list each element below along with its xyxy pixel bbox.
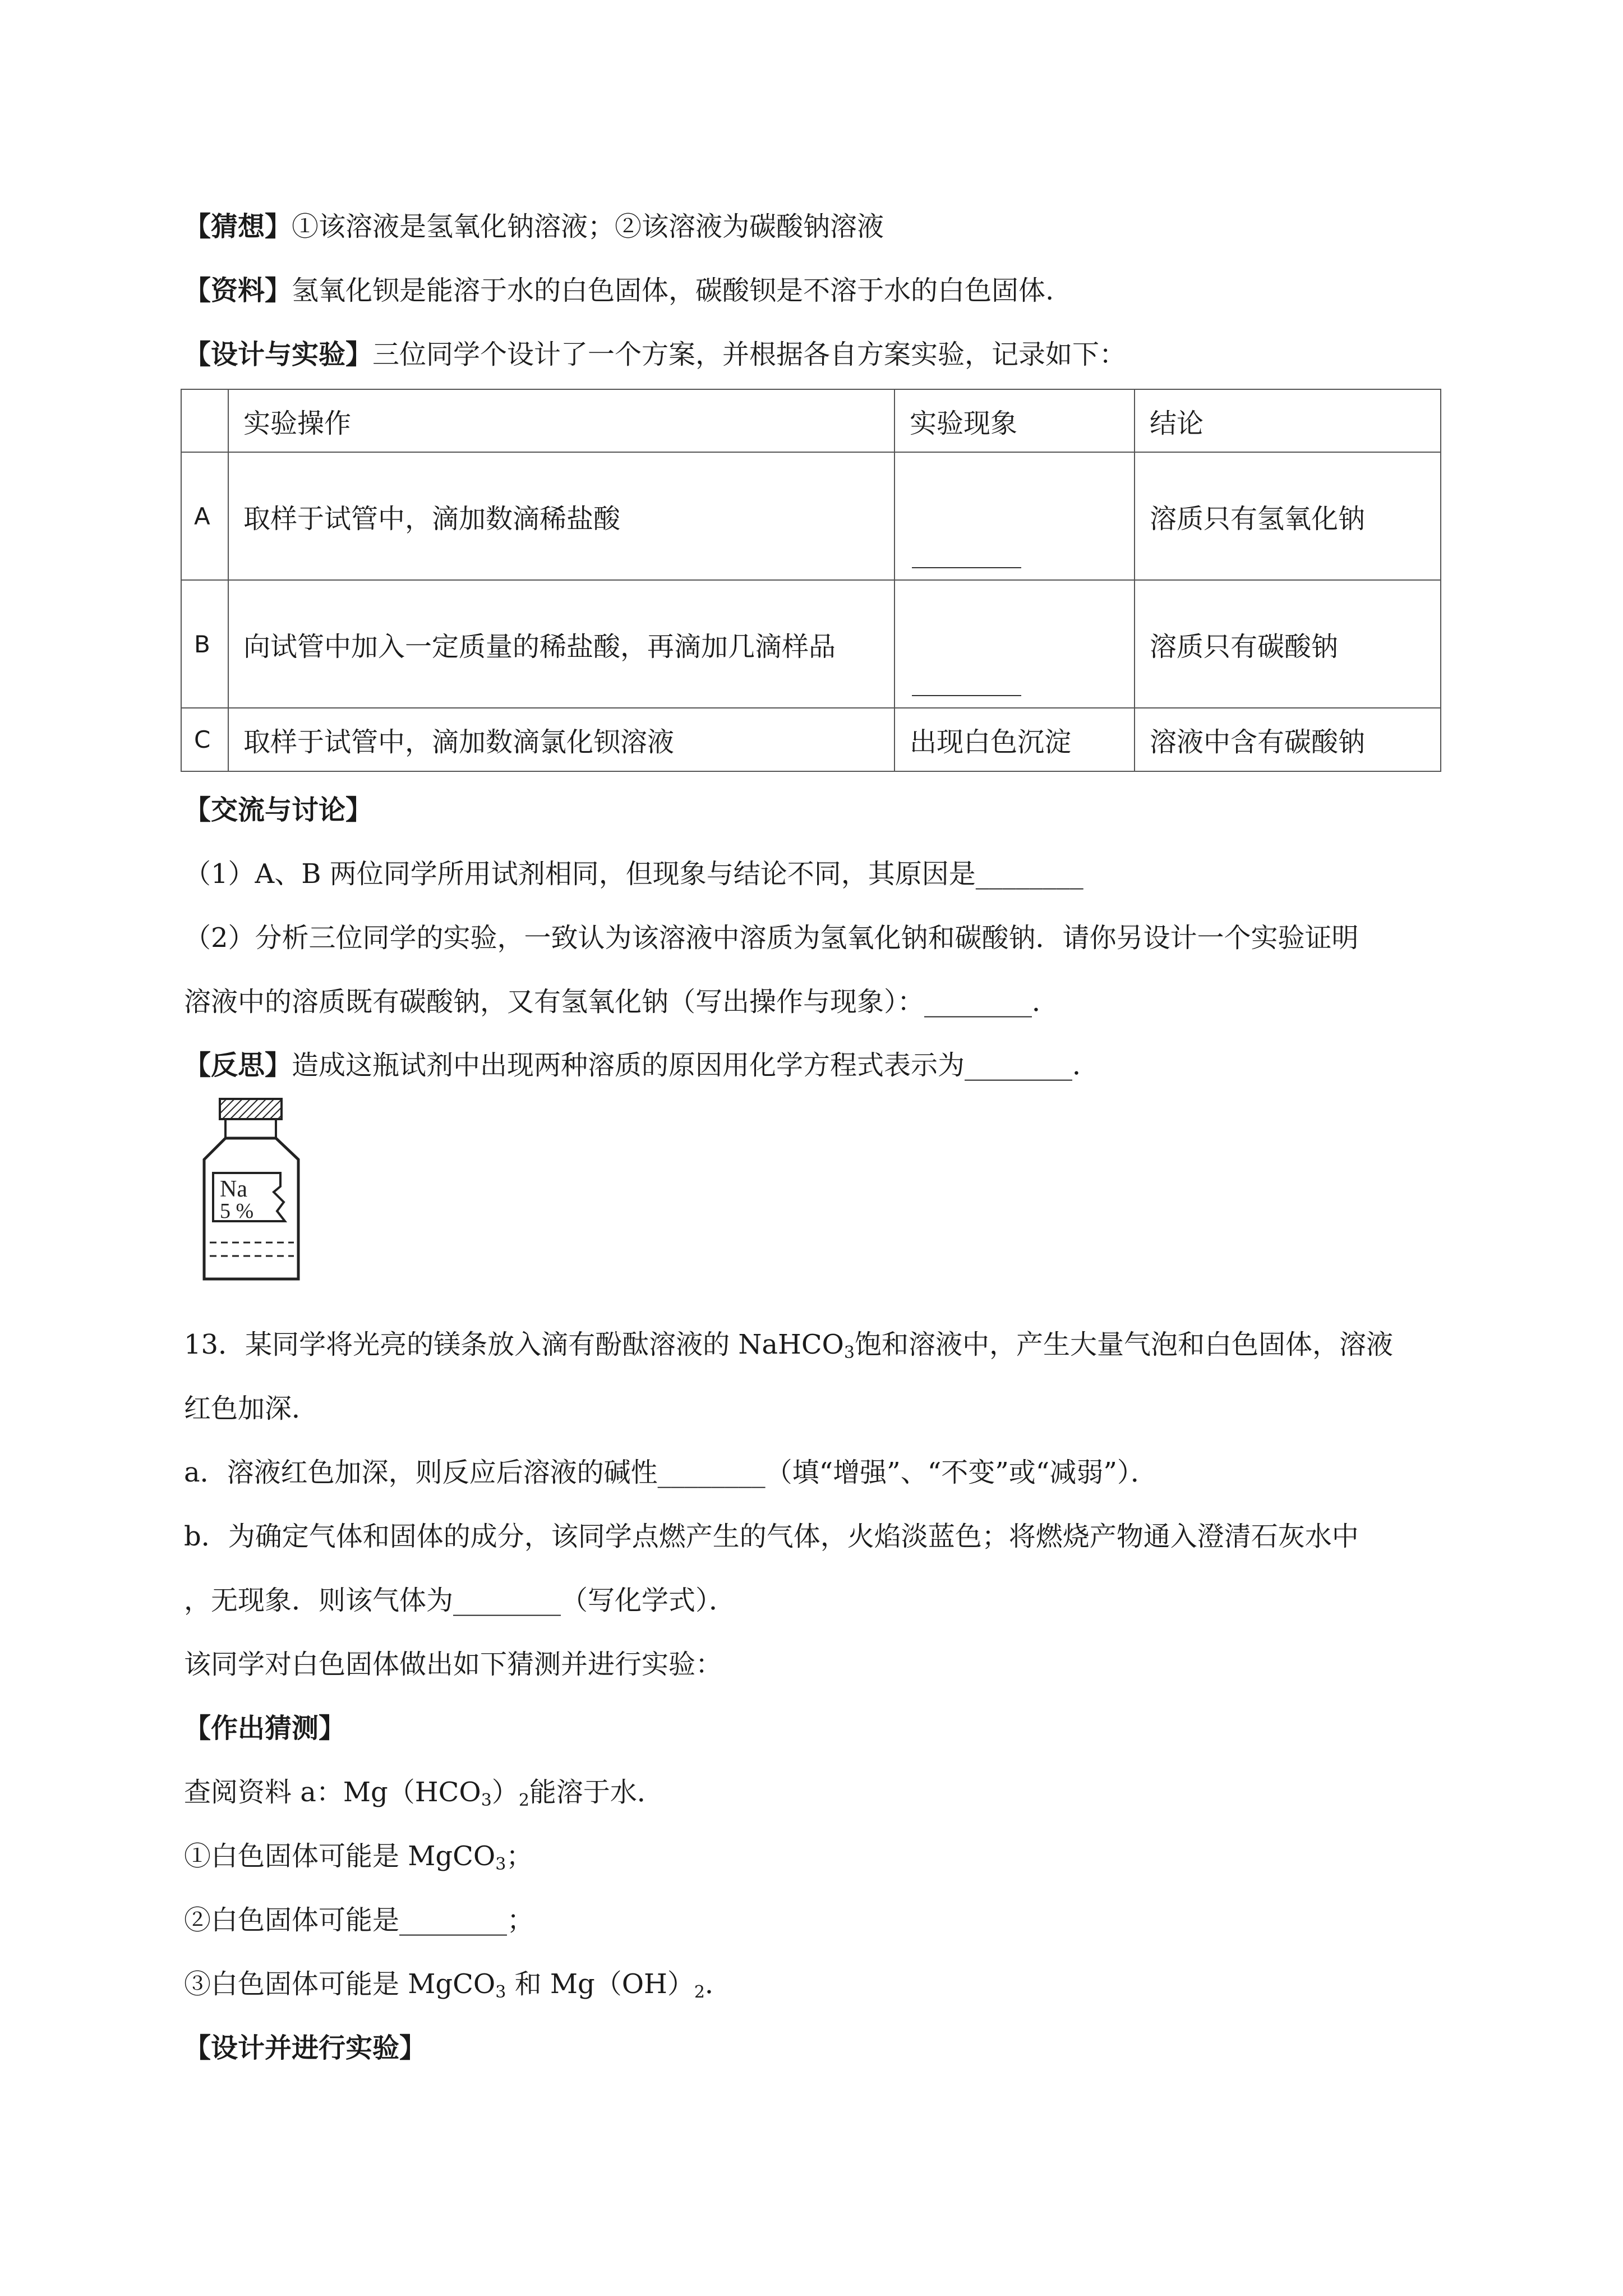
guess-2: ②白色固体可能是________；: [184, 1904, 534, 1936]
q13-part-a: a．溶液红色加深，则反应后溶液的碱性________（填“增强”、“不变”或“减弱”）．: [184, 1457, 1158, 1488]
experiment-table: [181, 389, 1441, 772]
info-line: [184, 273, 1054, 309]
row-conclusion: 溶液中含有碳酸钠: [1135, 708, 1441, 771]
header-observation: 实验现象: [895, 389, 1135, 452]
guess-1: ①白色固体可能是 MgCO$_3$；: [184, 1841, 533, 1874]
q13-line2: 红色加深．: [184, 1393, 319, 1424]
q13-part-b-line2: ，无现象．则该气体为________（写化学式）．: [184, 1585, 736, 1616]
row-operation: 取样于试管中，滴加数滴氯化钡溶液: [228, 708, 895, 771]
answer-blank: [912, 695, 1021, 696]
row-label: C: [181, 708, 228, 771]
info-tag: 【资料】: [184, 275, 292, 306]
guess-section-tag: 【作出猜测】: [184, 1713, 346, 1744]
row-label: B: [181, 580, 228, 708]
guess-line: [184, 209, 884, 245]
info-text: 氢氧化钡是能溶于水的白色固体，碳酸钡是不溶于水的白色固体.: [292, 275, 1054, 306]
discussion-q2-line2: 溶液中的溶质既有碳酸钠，又有氢氧化钠（写出操作与现象）：________．: [184, 986, 1059, 1018]
discussion-q1: （1）A、B 两位同学所用试剂相同，但现象与结论不同，其原因是________: [184, 858, 1083, 890]
row-conclusion: 溶质只有氢氧化钠: [1135, 452, 1441, 580]
table-row: [181, 580, 1441, 708]
row-observation: [895, 580, 1135, 708]
reflect-tag: 【反思】: [184, 1050, 292, 1081]
guess-tag: 【猜想】: [184, 211, 292, 242]
design-section-tag: 【设计并进行实验】: [184, 2032, 427, 2064]
design-line: [184, 337, 1126, 372]
label-line1: Na: [220, 1176, 247, 1202]
row-conclusion: 溶质只有碳酸钠: [1135, 580, 1441, 708]
discussion-tag: 【交流与讨论】: [184, 794, 373, 826]
label-line2: 5 %: [220, 1199, 254, 1223]
header-operation: 实验操作: [228, 389, 895, 452]
row-observation: [895, 452, 1135, 580]
row-operation: 向试管中加入一定质量的稀盐酸，再滴加几滴样品: [228, 580, 895, 708]
guess-text: ①该溶液是氢氧化钠溶液；②该溶液为碳酸钠溶液: [292, 211, 884, 242]
bottle-neck: [225, 1119, 276, 1138]
design-tag: 【设计与实验】: [184, 339, 373, 370]
reflect-text: 造成这瓶试剂中出现两种溶质的原因用化学方程式表示为________．: [292, 1050, 1100, 1081]
answer-blank: [912, 567, 1021, 568]
bottle-stopper: [220, 1099, 282, 1119]
reflect-line: [184, 1047, 1099, 1083]
q13-line1: 13．某同学将光亮的镁条放入滴有酚酞溶液的 NaHCO$_3$饱和溶液中，产生大量气泡和白色固体，溶液: [184, 1329, 1394, 1363]
reagent-bottle-illustration: [196, 1097, 308, 1282]
q13-part-b-line1: b．为确定气体和固体的成分，该同学点燃产生的气体，火焰淡蓝色；将燃烧产物通入澄清石灰水中: [184, 1521, 1359, 1552]
design-text: 三位同学个设计了一个方案，并根据各自方案实验，记录如下：: [372, 339, 1127, 370]
table-row: [181, 452, 1441, 580]
row-label: A: [181, 452, 228, 580]
table-row: [181, 708, 1441, 771]
discussion-q2-line1: （2）分析三位同学的实验，一致认为该溶液中溶质为氢氧化钠和碳酸钠．请你另设计一个实验证明: [184, 922, 1359, 954]
reference-a: 查阅资料 a：$Mg(HCO_3)_2$能溶于水．: [184, 1777, 664, 1810]
header-conclusion: 结论: [1135, 389, 1441, 452]
table-header-row: [181, 389, 1441, 452]
q13-intro: 该同学对白色固体做出如下猜测并进行实验：: [184, 1649, 723, 1680]
row-observation: 出现白色沉淀: [895, 708, 1135, 771]
row-operation: 取样于试管中，滴加数滴稀盐酸: [228, 452, 895, 580]
header-blank: [181, 389, 228, 452]
guess-3: ③白色固体可能是 MgCO$_3$ 和 $Mg(OH)_2$．: [184, 1968, 732, 2002]
